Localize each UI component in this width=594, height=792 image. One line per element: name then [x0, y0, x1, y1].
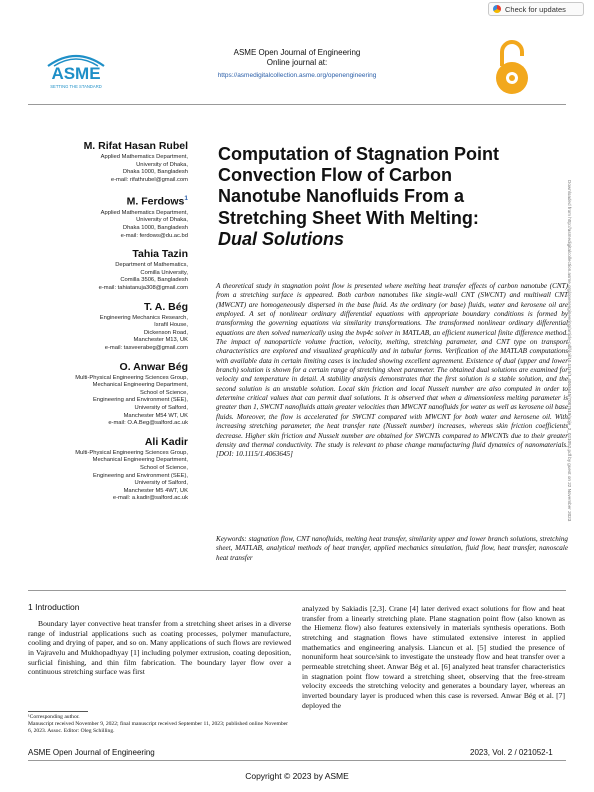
author-block — [60, 248, 188, 292]
keywords: Keywords: stagnation flow, CNT nanofluids, melting heat transfer, similarity upper and lower branch solutions, stretching sheet, MATLAB, analytical methods of heat transfer, applied mechanics simulation, fluid flow, heat transfer, nanoscale heat transfer — [216, 535, 568, 562]
author-affiliation-line: Applied Mathematics Department, — [100, 209, 188, 216]
author-email[interactable]: e-mail: ferdows@du.ac.bd — [120, 232, 188, 239]
footnote-corresponding: ¹Corresponding author. — [28, 714, 80, 720]
author-affiliation-line: Engineering Mechanics Research, — [99, 314, 188, 321]
footer-rule — [28, 760, 566, 761]
author-affiliation-line: Mechanical Engineering Department, — [92, 457, 188, 464]
author-name — [60, 361, 188, 374]
journal-name: ASME Open Journal of Engineering — [233, 48, 361, 57]
journal-url-link[interactable]: https://asmedigitalcollection.asme.org/openengineering — [217, 72, 377, 79]
author-name — [60, 301, 188, 314]
author-affiliation-line: School of Science, — [139, 464, 188, 471]
author-block — [60, 301, 188, 353]
author-email[interactable]: e-mail: a.kadir@salford.ac.uk — [112, 495, 188, 502]
author-affiliation-line: Dhaka 1000, Bangladesh — [122, 169, 188, 176]
download-notice: Downloaded from http://asmedigitalcollection.asme.org/openengineering/article-pdf/doi/10.1115/1.4063645/7087519/aoje_2_021052.pdf by guest on 22 November 2023 — [567, 180, 572, 522]
author-name-text: M. Ferdows — [126, 195, 185, 208]
author-name-text: M. Rifat Hasan Rubel — [83, 140, 188, 152]
author-name — [60, 140, 188, 153]
author-affiliation-line: Applied Mathematics Department, — [100, 154, 188, 160]
footnote-rule — [28, 711, 88, 712]
author-affiliation-line: University of Dhaka, — [136, 217, 188, 224]
author-affiliation-line: Comilla University, — [140, 269, 188, 276]
author-affiliation-line: Multi-Physical Engineering Sciences Group, — [75, 449, 188, 456]
corresponding-marker[interactable]: 1 — [184, 195, 188, 203]
check-for-updates-button[interactable] — [488, 2, 584, 16]
title-subtitle: Dual Solutions — [218, 228, 344, 249]
author-affiliation-line: Multi-Physical Engineering Sciences Group, — [75, 374, 188, 381]
author-name — [60, 436, 188, 449]
check-for-updates-label: Check for updates — [505, 4, 566, 14]
author-affiliation-line: Israfil House, — [154, 322, 188, 329]
crossmark-icon — [493, 5, 501, 13]
author-email[interactable]: e-mail: tasveerabeg@gmail.com — [104, 345, 188, 351]
author-email[interactable]: e-mail: O.A.Beg@salford.ac.uk — [108, 420, 188, 427]
author-affiliation-line: Manchester M13, UK — [133, 337, 188, 344]
abstract: A theoretical study in stagnation point flow is presented where melting heat transfer effects of carbon nanotube (CNT) from a stretching surface is appeared. Both carbon nanotubes like single-wall CNT (SWCNT) and multiwall CNT (MWCNT) are homogeneously dispersed in the base fluid. As the ordinary (or base) fluids, water and kerosene oil are employed. A set of nonlinear ordinary differential equations with appropriate boundary conditions is formed by transforming the governing equations via similarity transformations. The transformed nonlinear ordinary differential equations are then solved numerically using the bvp4c solver in MATLAB, an efficient numerical finite difference method. The impact of nanoparticle volume fraction, velocity, melting, stretching parameter, and CNT type on transport characteristics are explored and visualized graphically and in tabular forms. Verification of the MATLAB computations with available data in certain limiting cases is included showing excellent agreement. Existence of dual (upper and lower branch) solution is shown for a certain range of stretching sheet parameter. The obtained dual solutions are examined for velocity and temperature in detail. A stability analysis demonstrates that the first solution is a stable solution, and the second solution is an unstable solution. Local skin friction and local Nusselt number are also computed in order to determine critical values that can permit dual solutions. It is observed that when a dimensionless melting parameter is greater than 1, SWCNT nanofluids attain greater velocities than MWCNT nanofluids for water as well as kerosene oil base fluids. Moreover, the flow is accelerated for SWCNT compared with MWCNT for both water and kerosene oil. With increasing stretching parameter, the heat transfer rate (Nusselt number) increases, whereas skin friction coefficients decrease. Higher skin friction and Nusselt number are obtained for SWCNTs compared to MWCNTs due to their greater density and thermal conductivity. The study is relevant to phase change manufacturing fluid dynamics of nanomaterials. [DOI: 10.1115/1.4063645] — [216, 282, 568, 459]
body-column-1: Boundary layer convective heat transfer from a stretching sheet arises in a diverse range of industrial applications such as coating processes, polymer manufacture, cooling and drying of paper, and so on. Many applications of such flows are reviewed in Vajravelu and Mukhopadhyay [1] including polymer extrusion, coating deposition, surficial finishing, and thin film fabrication. The boundary layer flow over a continuous stretching surface was first — [28, 619, 291, 677]
author-block — [60, 436, 188, 503]
author-affiliation-line: Engineering and Environment (SEE), — [92, 472, 188, 479]
footer-journal: ASME Open Journal of Engineering — [28, 748, 155, 757]
author-affiliation-line: Department of Mathematics, — [115, 262, 188, 269]
author-affiliation-line: Mechanical Engineering Department, — [92, 382, 188, 389]
asme-logo-tagline: SETTING THE STANDARD — [50, 84, 102, 89]
abstract-rule — [28, 590, 566, 591]
author-name-text: T. A. Bég — [144, 300, 188, 313]
footer-page: 2023, Vol. 2 / 021052-1 — [470, 748, 553, 757]
author-affiliation-line: Comilla 3506, Bangladesh — [120, 277, 188, 284]
author-affiliation-line: School of Science, — [139, 389, 188, 396]
author-block — [60, 361, 188, 428]
author-name — [60, 248, 188, 261]
author-email[interactable]: e-mail: tahiatanuja308@gmail.com — [98, 285, 188, 292]
author-affiliation-line: Dickenson Road, — [143, 329, 188, 336]
author-affiliation-line: Manchester M5 4WT, UK — [123, 487, 188, 494]
author-name-text: O. Anwar Bég — [119, 360, 188, 373]
paper-title — [218, 144, 518, 250]
footnote-manuscript: Manuscript received November 9, 2022; final manuscript received September 11, 2023; published online November 6, 2023. Assoc. Editor: Oleg Schilling. — [28, 721, 288, 734]
title-main: Computation of Stagnation Point Convection Flow of Carbon Nanotube Nanofluids From a Stretching Sheet With Melting: — [218, 144, 499, 228]
author-email[interactable]: e-mail: rifathrubel@gmail.com — [110, 176, 188, 183]
body-column-2: analyzed by Sakiadis [2,3]. Crane [4] later derived exact solutions for flow and heat transfer from a linearly stretching plate. Plane stagnation point flow (also known as the Hiemenz flow) also features extensively in materials synthesis operations. Both stretching and stagnation flows have stimulated extensive interest in applied mathematics and engineering analysis. Liancun et al. [5] studied the presence of nonuniform heat source/sink to investigate the unsteady flow and heat transfer over a permeable stretching sheet. Anwar Bég et al. [6] analyzed heat transfer characteristics in stagnation point flow toward a stretching sheet, observing that the free-stream velocity exceeds the stretching velocity and generates a boundary layer, whereas an inverted boundary layer is produced when this case is reversed. Anwar Bég et al. [7] deployed the — [302, 604, 565, 710]
section-heading: 1 Introduction — [28, 602, 80, 612]
authors-column — [60, 140, 188, 511]
author-affiliation-line: University of Salford, — [134, 404, 188, 411]
header-rule — [28, 104, 566, 105]
author-name — [60, 192, 188, 209]
author-affiliation-line: Engineering and Environment (SEE), — [92, 397, 188, 404]
author-affiliation-line: Manchester M54 WT, UK — [123, 412, 188, 419]
author-affiliation-line: University of Salford, — [134, 480, 188, 487]
author-name-text: Ali Kadir — [144, 435, 188, 448]
author-name-text: Tahia Tazin — [132, 248, 188, 261]
author-affiliation-line: University of Dhaka, — [136, 161, 188, 168]
open-access-icon — [492, 36, 532, 98]
asme-logo-text: ASME — [51, 64, 101, 83]
copyright: Copyright © 2023 by ASME — [245, 771, 349, 781]
author-block — [60, 192, 188, 240]
author-block — [60, 140, 188, 184]
footnotes — [28, 714, 291, 735]
journal-subtitle: Online journal at: — [266, 58, 328, 67]
author-affiliation-line: Dhaka 1000, Bangladesh — [122, 225, 188, 232]
